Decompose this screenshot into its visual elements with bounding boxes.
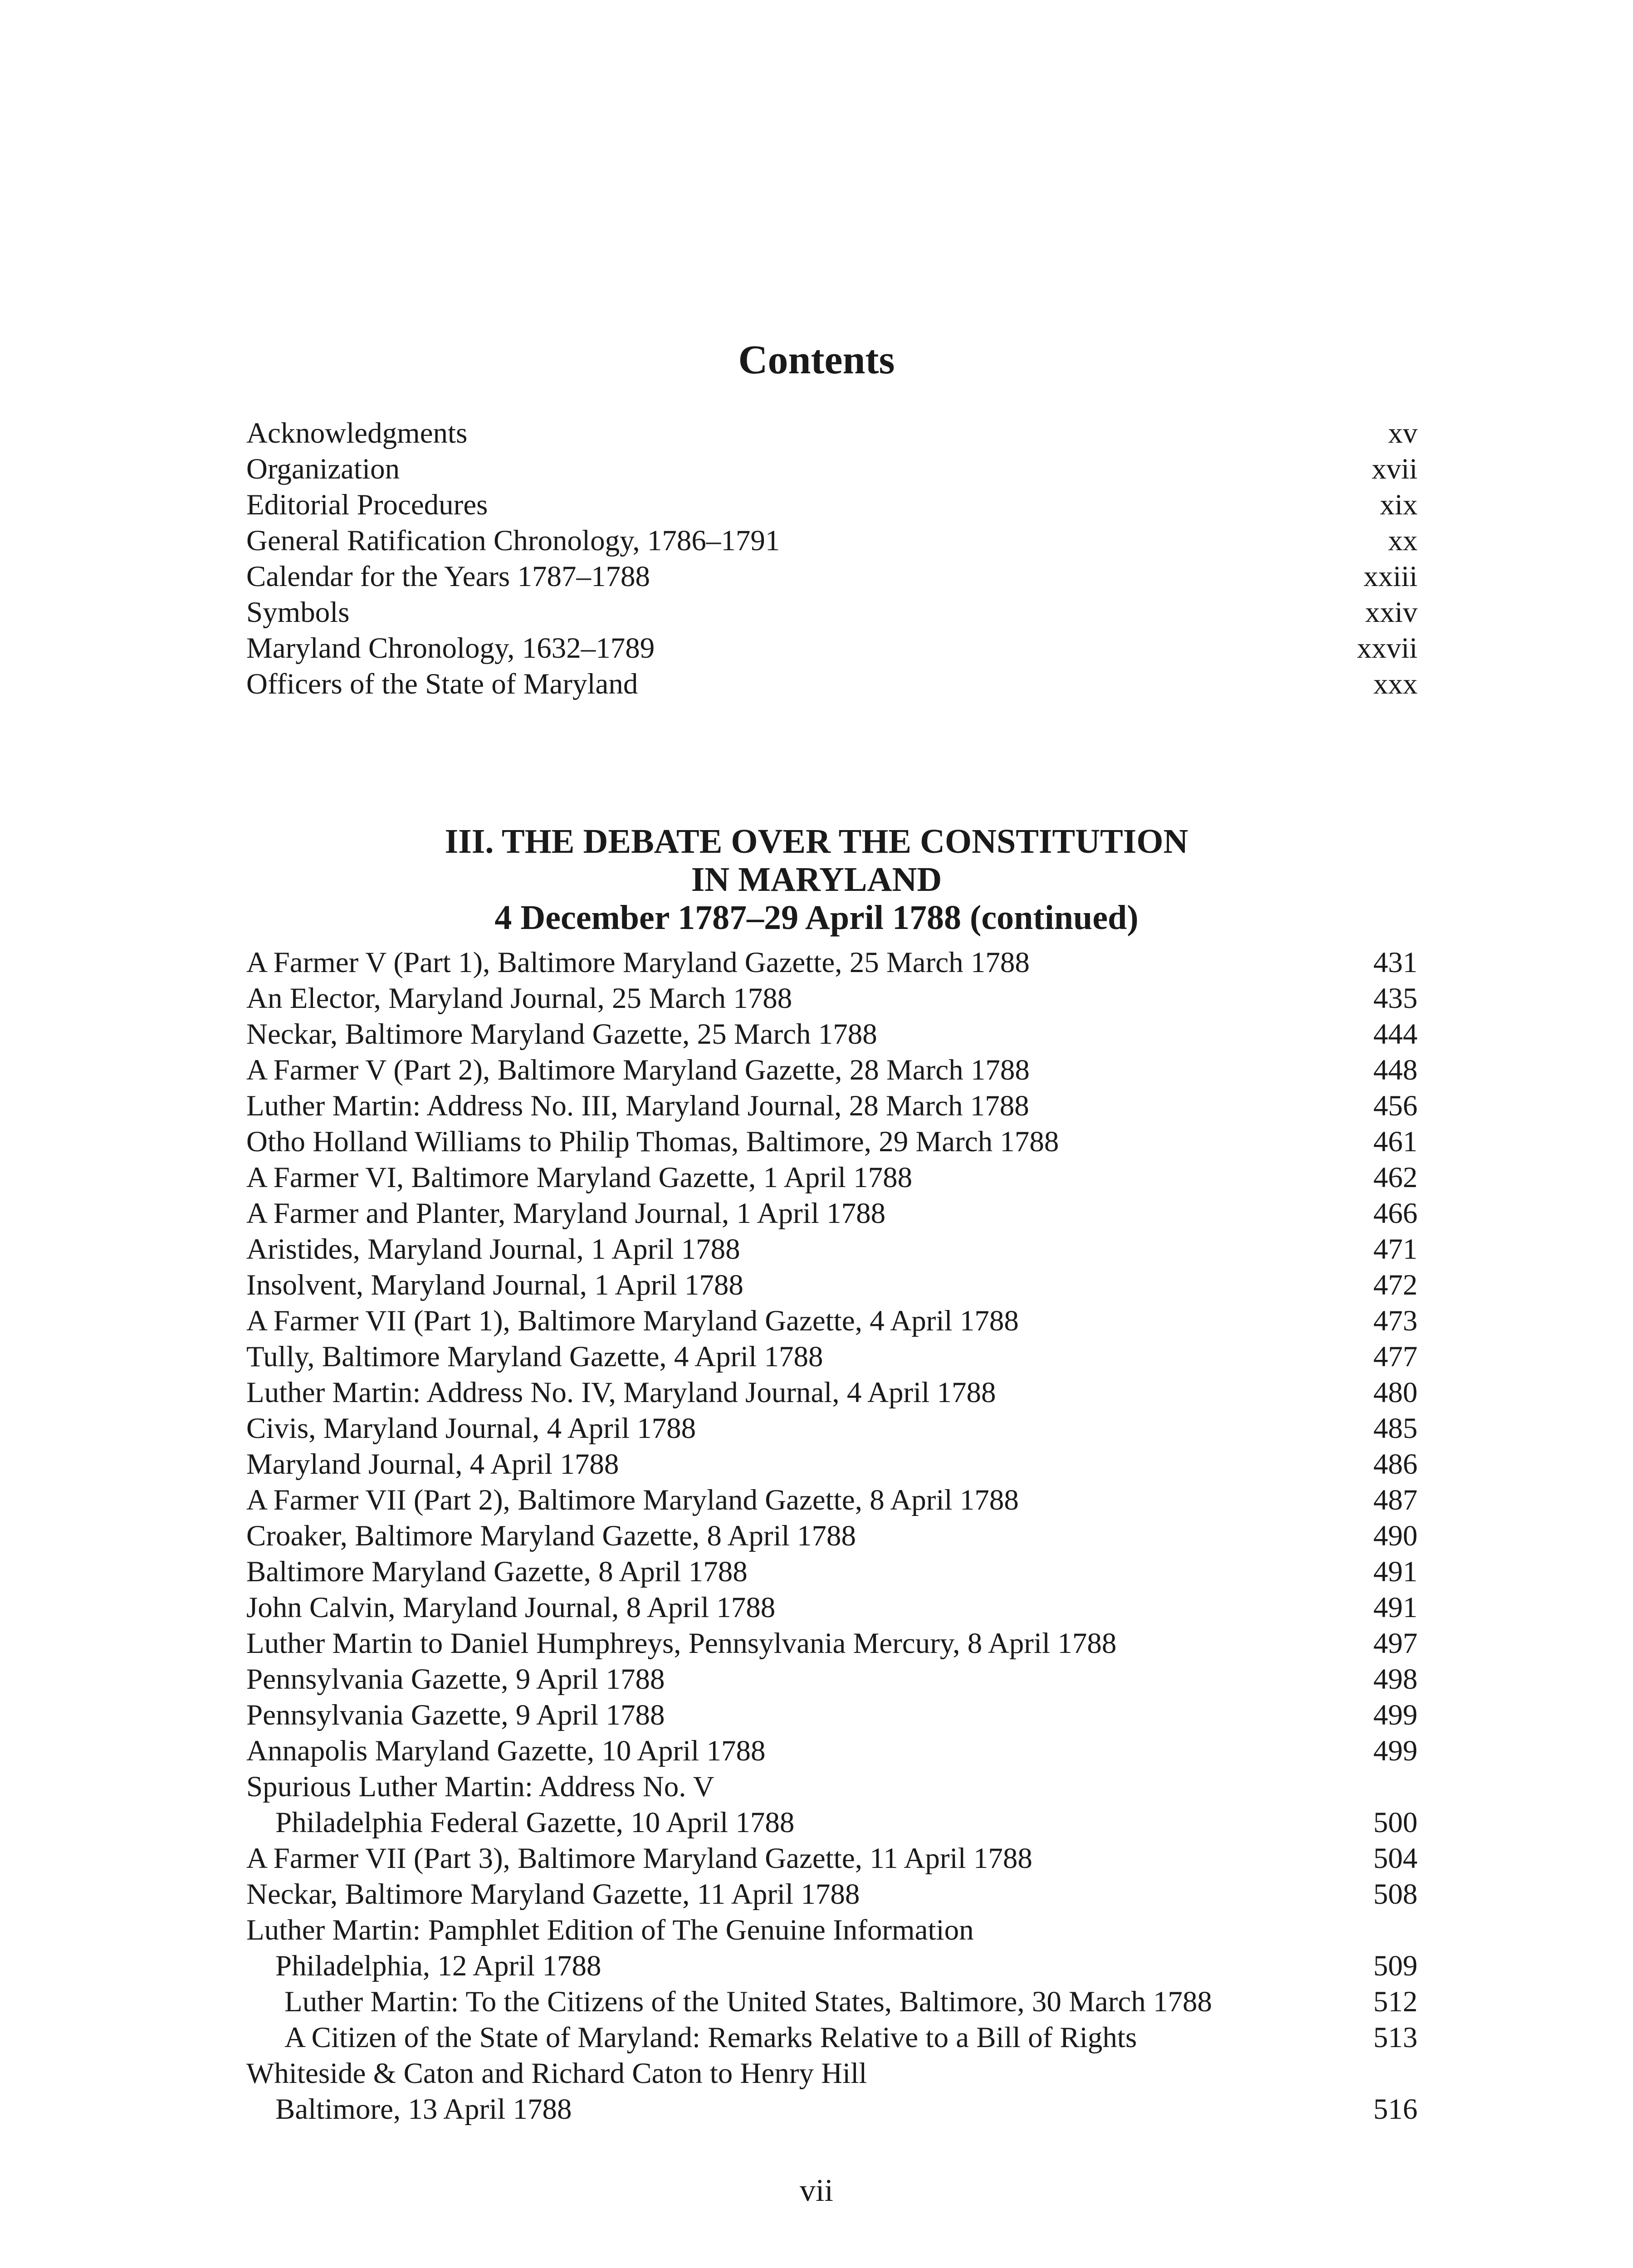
toc-entry-title: A Farmer VI, Baltimore Maryland Gazette, 1 April 1788 bbox=[246, 1161, 913, 1194]
toc-entry-page: 461 bbox=[1373, 1125, 1418, 1158]
toc-entry-page: 499 bbox=[1373, 1699, 1418, 1731]
toc-entry-title: Neckar, Baltimore Maryland Gazette, 25 March 1788 bbox=[246, 1018, 877, 1051]
toc-entry-page: xxiv bbox=[1365, 596, 1418, 629]
toc-entry bbox=[246, 631, 1418, 666]
toc-entry bbox=[246, 1626, 1418, 1662]
toc-entry bbox=[246, 559, 1418, 595]
toc-subentry bbox=[246, 1984, 1418, 2020]
toc-entry-page: xxiii bbox=[1363, 560, 1418, 593]
toc-entry bbox=[246, 487, 1418, 523]
toc-entry-title: Philadelphia Federal Gazette, 10 April 1788 bbox=[275, 1806, 795, 1839]
toc-entry bbox=[246, 1482, 1418, 1518]
toc-entry-title: Whiteside & Caton and Richard Caton to Henry Hill bbox=[246, 2057, 867, 2090]
toc-entry-page: 472 bbox=[1373, 1269, 1418, 1301]
toc-entry bbox=[246, 415, 1418, 451]
toc-entry-title: Baltimore, 13 April 1788 bbox=[275, 2093, 572, 2126]
toc-entry-title: A Farmer VII (Part 3), Baltimore Maryland Gazette, 11 April 1788 bbox=[246, 1842, 1032, 1875]
toc-entry-title: Otho Holland Williams to Philip Thomas, Baltimore, 29 March 1788 bbox=[246, 1125, 1059, 1158]
toc-entry bbox=[246, 1232, 1418, 1267]
toc-entry-title: A Farmer and Planter, Maryland Journal, 1 April 1788 bbox=[246, 1197, 886, 1230]
toc-entry bbox=[246, 945, 1418, 981]
toc-entry-page: 513 bbox=[1373, 2021, 1418, 2054]
toc-entry-continuation bbox=[246, 1948, 1418, 1984]
page-title: Contents bbox=[738, 337, 895, 383]
toc-entry bbox=[246, 451, 1418, 487]
toc-entry-title: John Calvin, Maryland Journal, 8 April 1788 bbox=[246, 1591, 776, 1624]
toc-entry-page: xxvii bbox=[1357, 632, 1418, 665]
toc-entry-page: 431 bbox=[1373, 946, 1418, 979]
toc-entry-title: Annapolis Maryland Gazette, 10 April 1788 bbox=[246, 1735, 766, 1767]
toc-entry bbox=[246, 1339, 1418, 1375]
toc-entry-page: 486 bbox=[1373, 1448, 1418, 1481]
toc-entry-page: 491 bbox=[1373, 1591, 1418, 1624]
toc-entry-page: 485 bbox=[1373, 1412, 1418, 1445]
toc-entry bbox=[246, 595, 1418, 631]
toc-entry bbox=[246, 1375, 1418, 1411]
toc-entry bbox=[246, 523, 1418, 559]
toc-entry-continuation bbox=[246, 1805, 1418, 1841]
toc-entry-title: Aristides, Maryland Journal, 1 April 1788 bbox=[246, 1233, 740, 1266]
toc-entry-title: Pennsylvania Gazette, 9 April 1788 bbox=[246, 1699, 665, 1731]
toc-entry-title: Tully, Baltimore Maryland Gazette, 4 April 1788 bbox=[246, 1340, 823, 1373]
toc-entry-title: Baltimore Maryland Gazette, 8 April 1788 bbox=[246, 1555, 748, 1588]
toc-entry-title: Maryland Chronology, 1632–1789 bbox=[246, 632, 655, 665]
toc-entry bbox=[246, 1088, 1418, 1124]
toc-entry-page: 497 bbox=[1373, 1627, 1418, 1660]
toc-entry-page: 462 bbox=[1373, 1161, 1418, 1194]
toc-entry-title: Luther Martin: Address No. III, Maryland Journal, 28 March 1788 bbox=[246, 1090, 1029, 1122]
toc-entry-title: Civis, Maryland Journal, 4 April 1788 bbox=[246, 1412, 696, 1445]
toc-entry bbox=[246, 1841, 1418, 1877]
toc-entry-title: Neckar, Baltimore Maryland Gazette, 11 April 1788 bbox=[246, 1878, 860, 1911]
toc-entry-page: 509 bbox=[1373, 1950, 1418, 1982]
toc-entry bbox=[246, 1518, 1418, 1554]
toc-entry bbox=[246, 666, 1418, 702]
toc-entry-title: A Farmer V (Part 2), Baltimore Maryland Gazette, 28 March 1788 bbox=[246, 1054, 1030, 1086]
toc-entry-title: Officers of the State of Maryland bbox=[246, 668, 638, 700]
toc-entry bbox=[246, 1769, 1418, 1805]
toc-entry-page: 500 bbox=[1373, 1806, 1418, 1839]
toc-entry bbox=[246, 1303, 1418, 1339]
toc-entry bbox=[246, 1411, 1418, 1447]
toc-entry-title: A Farmer V (Part 1), Baltimore Maryland Gazette, 25 March 1788 bbox=[246, 946, 1030, 979]
toc-entry bbox=[246, 1196, 1418, 1232]
toc-entry bbox=[246, 1017, 1418, 1052]
front-matter-list bbox=[246, 415, 1418, 702]
toc-entry-title: Pennsylvania Gazette, 9 April 1788 bbox=[246, 1663, 665, 1696]
toc-entry-title: Calendar for the Years 1787–1788 bbox=[246, 560, 650, 593]
toc-entry-title: A Farmer VII (Part 1), Baltimore Maryland Gazette, 4 April 1788 bbox=[246, 1305, 1019, 1337]
toc-entry bbox=[246, 1590, 1418, 1626]
toc-entry bbox=[246, 1124, 1418, 1160]
toc-entry-page: 487 bbox=[1373, 1484, 1418, 1516]
toc-entry-page: xv bbox=[1388, 417, 1418, 450]
toc-entry-title: Acknowledgments bbox=[246, 417, 468, 450]
toc-entry-page: xx bbox=[1388, 524, 1418, 557]
toc-entry-page: 456 bbox=[1373, 1090, 1418, 1122]
toc-entry-page: 466 bbox=[1373, 1197, 1418, 1230]
toc-entry-title: Luther Martin to Daniel Humphreys, Pennsylvania Mercury, 8 April 1788 bbox=[246, 1627, 1117, 1660]
toc-entry-page: 491 bbox=[1373, 1555, 1418, 1588]
toc-entry bbox=[246, 1912, 1418, 1948]
toc-entry-title: Luther Martin: To the Citizens of the United States, Baltimore, 30 March 1788 bbox=[284, 1985, 1212, 2018]
toc-entry-title: Philadelphia, 12 April 1788 bbox=[275, 1950, 601, 1982]
toc-entry-page: 504 bbox=[1373, 1842, 1418, 1875]
toc-entry-page: 471 bbox=[1373, 1233, 1418, 1266]
toc-entry-page: 473 bbox=[1373, 1305, 1418, 1337]
toc-entry-title: Organization bbox=[246, 453, 400, 485]
toc-entry-title: Insolvent, Maryland Journal, 1 April 1788 bbox=[246, 1269, 743, 1301]
toc-entry-page: 512 bbox=[1373, 1985, 1418, 2018]
toc-entry-page: 448 bbox=[1373, 1054, 1418, 1086]
toc-entry-page: 499 bbox=[1373, 1735, 1418, 1767]
toc-entry-page: 516 bbox=[1373, 2093, 1418, 2126]
toc-entry bbox=[246, 1160, 1418, 1196]
toc-entry-title: Spurious Luther Martin: Address No. V bbox=[246, 1770, 714, 1803]
section-heading-dates: 4 December 1787–29 April 1788 (continued) bbox=[494, 899, 1139, 937]
toc-entry bbox=[246, 1733, 1418, 1769]
toc-entry-title: Luther Martin: Address No. IV, Maryland Journal, 4 April 1788 bbox=[246, 1376, 996, 1409]
toc-entry bbox=[246, 1447, 1418, 1482]
toc-entry-title: A Farmer VII (Part 2), Baltimore Maryland Gazette, 8 April 1788 bbox=[246, 1484, 1019, 1516]
toc-subentry bbox=[246, 2020, 1418, 2056]
toc-entry-page: xxx bbox=[1373, 668, 1418, 700]
toc-entry bbox=[246, 2056, 1418, 2092]
toc-entry bbox=[246, 1877, 1418, 1912]
toc-entry-title: An Elector, Maryland Journal, 25 March 1788 bbox=[246, 982, 792, 1015]
toc-entry bbox=[246, 1697, 1418, 1733]
page-number: vii bbox=[800, 2173, 833, 2208]
section-heading bbox=[0, 822, 1633, 937]
toc-entry-page: xvii bbox=[1371, 453, 1418, 485]
toc-entry-page: 435 bbox=[1373, 982, 1418, 1015]
section-heading-line: IN MARYLAND bbox=[691, 860, 942, 899]
toc-entry-page: 490 bbox=[1373, 1520, 1418, 1552]
toc-entry bbox=[246, 981, 1418, 1017]
toc-entry-page: 477 bbox=[1373, 1340, 1418, 1373]
toc-entry-title: Luther Martin: Pamphlet Edition of The Genuine Information bbox=[246, 1914, 974, 1946]
toc-entry bbox=[246, 1052, 1418, 1088]
toc-entry-title: Croaker, Baltimore Maryland Gazette, 8 April 1788 bbox=[246, 1520, 856, 1552]
toc-entry-title: Symbols bbox=[246, 596, 350, 629]
toc-entry-page: 498 bbox=[1373, 1663, 1418, 1696]
toc-entry-page: 480 bbox=[1373, 1376, 1418, 1409]
toc-entry-title: Editorial Procedures bbox=[246, 489, 488, 521]
toc-entry-page: xix bbox=[1379, 489, 1418, 521]
toc-entry-continuation bbox=[246, 2092, 1418, 2127]
toc-entry bbox=[246, 1662, 1418, 1697]
toc-entry-title: A Citizen of the State of Maryland: Remarks Relative to a Bill of Rights bbox=[284, 2021, 1137, 2054]
toc-entry bbox=[246, 1267, 1418, 1303]
section-entries-list bbox=[246, 945, 1418, 2127]
toc-entry-page: 508 bbox=[1373, 1878, 1418, 1911]
toc-entry bbox=[246, 1554, 1418, 1590]
toc-entry-title: General Ratification Chronology, 1786–1791 bbox=[246, 524, 780, 557]
section-heading-line: III. THE DEBATE OVER THE CONSTITUTION bbox=[445, 822, 1188, 861]
toc-entry-title: Maryland Journal, 4 April 1788 bbox=[246, 1448, 619, 1481]
toc-entry-page: 444 bbox=[1373, 1018, 1418, 1051]
